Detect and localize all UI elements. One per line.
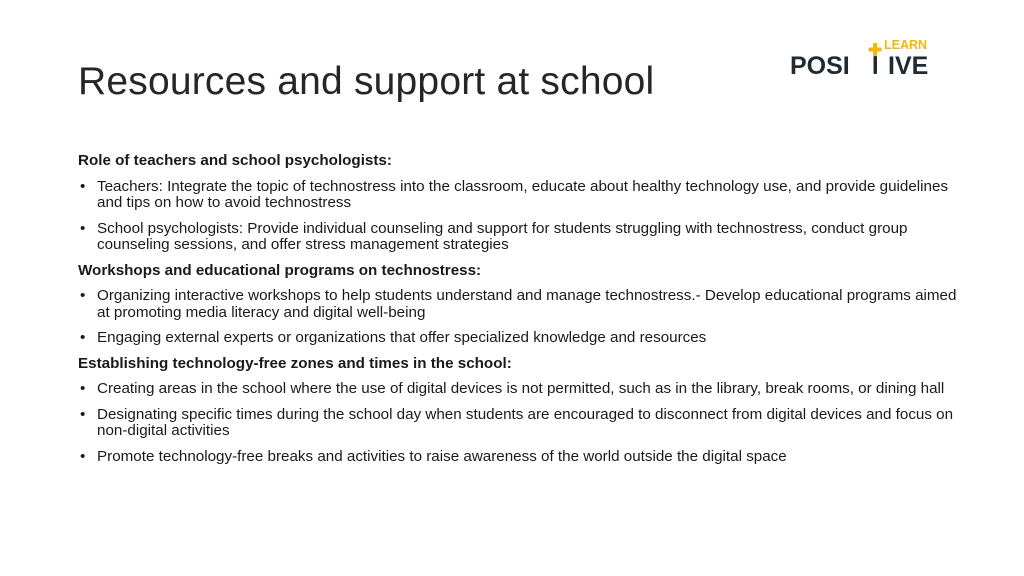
bullet-text: Creating areas in the school where the use of digital devices is not permitted, such as in the library, break rooms, or dining hall [97,380,945,397]
section-teachers-psychologists [78,153,958,254]
bullet-item [78,449,958,466]
logo-plus-horizontal [869,48,882,52]
logo-text-left: POSI [790,52,850,80]
bullet-dot: • [80,219,86,237]
logo-text-small: LEARN [884,38,928,52]
logo-plus-icon [869,43,882,56]
section-heading: Workshops and educational programs on technostress: [78,261,482,279]
bullet-dot: • [80,405,86,423]
bullet-text: Organizing interactive workshops to help students understand and manage technostress.- Develop educational programs aimed at promoting media literacy and digital well-being [97,287,957,321]
bullet-list [78,381,958,465]
section-workshops [78,263,958,347]
bullet-dot: • [80,329,86,346]
bullet-text: Engaging external experts or organizations that offer specialized knowledge and resources [97,329,707,346]
slide-title: Resources and support at school [78,60,655,103]
bullet-text: School psychologists: Provide individual counseling and support for students struggling with technostress, conduct group counseling sessions, and offer stress management strategies [97,219,908,253]
bullet-dot: • [80,380,86,397]
bullet-item [78,179,958,212]
bullet-dot: • [80,287,86,304]
bullet-text: Teachers: Integrate the topic of technostress into the classroom, educate about healthy technology use, and provide guidelines and tips on how to avoid technostress [97,177,949,211]
bullet-dot: • [80,177,86,195]
bullet-list [78,288,958,347]
bullet-dot: • [80,447,86,465]
bullet-text: Promote technology-free breaks and activities to raise awareness of the world outside the digital space [97,447,787,465]
bullet-text: Designating specific times during the school day when students are encouraged to disconnect from digital devices and focus on non-digital activities [97,405,954,439]
section-tech-free-zones [78,356,958,466]
logo-text-right: IVE [888,52,929,80]
bullet-item [78,330,958,347]
bullet-item [78,288,958,321]
logo-t-stem [874,56,878,74]
bullet-item [78,381,958,398]
slide-content [78,153,958,474]
bullet-item [78,221,958,254]
section-heading: Establishing technology-free zones and times in the school: [78,354,512,372]
bullet-item [78,407,958,440]
section-heading: Role of teachers and school psychologists: [78,152,392,169]
positive-learn-logo [790,36,942,80]
bullet-list [78,179,958,254]
